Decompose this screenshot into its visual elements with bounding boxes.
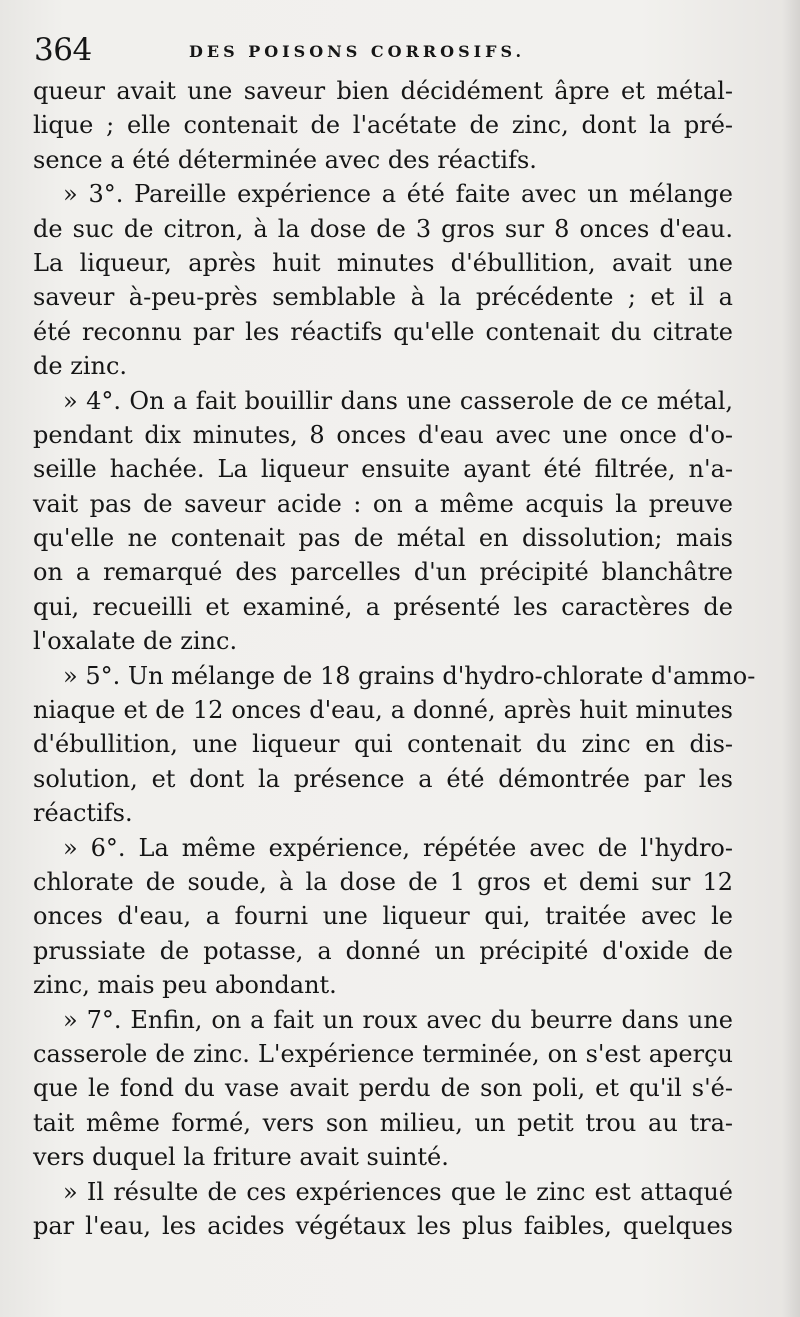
page-number: 364 [34, 32, 92, 68]
text-line: saveur à-peu-près semblable à la précédente ; et il a [33, 283, 733, 312]
text-line: tait même formé, vers son milieu, un petit trou au tra- [33, 1108, 733, 1137]
text-line: » 6°. La même expérience, répétée avec de l'hydro- [63, 833, 733, 862]
text-line: casserole de zinc. L'expérience terminée, on s'est aperçu [33, 1039, 733, 1068]
body-text [33, 74, 756, 1243]
running-head: DES POISONS CORROSIFS. [189, 42, 526, 61]
text-line: seille hachée. La liqueur ensuite ayant été filtrée, n'a- [33, 455, 733, 484]
text-line: lique ; elle contenait de l'acétate de zinc, dont la pré- [33, 111, 733, 140]
text-line: de zinc. [33, 352, 128, 381]
page-edge-shadow [782, 0, 800, 1317]
text-line: de suc de citron, à la dose de 3 gros sur 8 onces d'eau. [33, 214, 733, 243]
text-line: » 5°. Un mélange de 18 grains d'hydro-chlorate d'ammo- [63, 661, 756, 690]
text-line: » 3°. Pareille expérience a été faite avec un mélange [63, 180, 733, 209]
text-line: on a remarqué des parcelles d'un précipité blanchâtre [33, 558, 733, 587]
text-line: niaque et de 12 onces d'eau, a donné, après huit minutes [33, 696, 733, 725]
text-line: sence a été déterminée avec des réactifs. [33, 145, 537, 174]
text-line: La liqueur, après huit minutes d'ébullition, avait une [33, 248, 733, 277]
text-line: réactifs. [33, 799, 133, 828]
text-line: été reconnu par les réactifs qu'elle contenait du citrate [33, 317, 733, 346]
text-line: par l'eau, les acides végétaux les plus faibles, quelques [33, 1211, 733, 1240]
text-line: prussiate de potasse, a donné un précipité d'oxide de [33, 936, 733, 965]
text-line: » Il résulte de ces expériences que le zinc est attaqué [63, 1177, 733, 1206]
page-header [34, 32, 754, 76]
text-line: vait pas de saveur acide : on a même acquis la preuve [33, 489, 733, 518]
text-line: onces d'eau, a fourni une liqueur qui, traitée avec le [33, 902, 733, 931]
text-line: zinc, mais peu abondant. [33, 971, 337, 1000]
text-line: chlorate de soude, à la dose de 1 gros et demi sur 12 [33, 867, 733, 896]
text-line: queur avait une saveur bien décidément âpre et métal- [33, 77, 733, 105]
text-line: pendant dix minutes, 8 onces d'eau avec une once d'o- [33, 420, 733, 449]
text-line: l'oxalate de zinc. [33, 627, 238, 656]
text-line: » 4°. On a fait bouillir dans une casserole de ce métal, [63, 386, 733, 415]
text-line: » 7°. Enfin, on a fait un roux avec du beurre dans une [63, 1005, 733, 1034]
text-line: qu'elle ne contenait pas de métal en dissolution; mais [33, 524, 733, 553]
text-line: d'ébullition, une liqueur qui contenait du zinc en dis- [33, 730, 733, 759]
text-line: solution, et dont la présence a été démontrée par les [33, 764, 733, 793]
text-line: qui, recueilli et examiné, a présenté les caractères de [33, 592, 733, 621]
text-line: vers duquel la friture avait suinté. [33, 1143, 449, 1172]
text-line: que le fond du vase avait perdu de son poli, et qu'il s'é- [33, 1074, 733, 1103]
